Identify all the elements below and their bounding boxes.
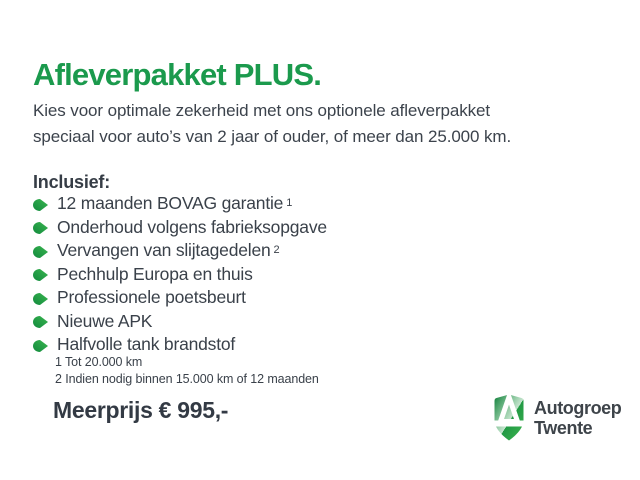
shield-a-logo-icon bbox=[492, 393, 526, 442]
intro-paragraph bbox=[33, 98, 573, 150]
page-title: Afleverpakket PLUS. bbox=[33, 57, 322, 92]
leaf-bullet-icon bbox=[33, 339, 48, 351]
list-item bbox=[33, 333, 593, 357]
footnote-marker: 2 bbox=[273, 243, 280, 256]
list-label: Inclusief: bbox=[33, 172, 111, 192]
list-item-label: Nieuwe APK bbox=[57, 310, 153, 331]
footnote-2: 2 Indien nodig binnen 15.000 km of 12 maanden bbox=[55, 371, 319, 386]
leaf-bullet-icon bbox=[33, 221, 48, 233]
leaf-bullet-icon bbox=[33, 198, 48, 210]
footnotes bbox=[55, 354, 319, 387]
list-item-label: Professionele poetsbeurt bbox=[57, 287, 246, 308]
list-item-label: Halfvolle tank brandstof bbox=[57, 334, 236, 355]
leaf-bullet-icon bbox=[33, 315, 48, 327]
list-item bbox=[33, 239, 593, 263]
list-item bbox=[33, 263, 593, 287]
logo-name-line-2: Twente bbox=[534, 417, 593, 438]
list-item bbox=[33, 286, 593, 310]
leaf-bullet-icon bbox=[33, 245, 48, 257]
list-item-label: Vervangen van slijtagedelen bbox=[57, 240, 271, 261]
list-item bbox=[33, 192, 593, 216]
list-item bbox=[33, 216, 593, 240]
price-text: Meerprijs € 995,- bbox=[53, 397, 229, 423]
feature-list bbox=[33, 192, 593, 357]
leaf-bullet-icon bbox=[33, 292, 48, 304]
list-item-label: Onderhoud volgens fabrieksopgave bbox=[57, 216, 327, 237]
list-item-label: 12 maanden BOVAG garantie bbox=[57, 193, 284, 214]
footnote-1: 1 Tot 20.000 km bbox=[55, 355, 143, 369]
list-item bbox=[33, 310, 593, 334]
intro-line-1: Kies voor optimale zekerheid met ons optionele afleverpakket bbox=[33, 101, 491, 120]
logo-wordmark bbox=[534, 399, 621, 438]
logo-name-line-1: Autogroep bbox=[534, 398, 622, 418]
autogroep-twente-logo bbox=[492, 393, 621, 442]
list-item-label: Pechhulp Europa en thuis bbox=[57, 263, 253, 284]
leaf-bullet-icon bbox=[33, 268, 48, 280]
footnote-marker: 1 bbox=[286, 196, 293, 209]
intro-line-2: speciaal voor auto’s van 2 jaar of ouder, of meer dan 25.000 km. bbox=[33, 127, 512, 146]
